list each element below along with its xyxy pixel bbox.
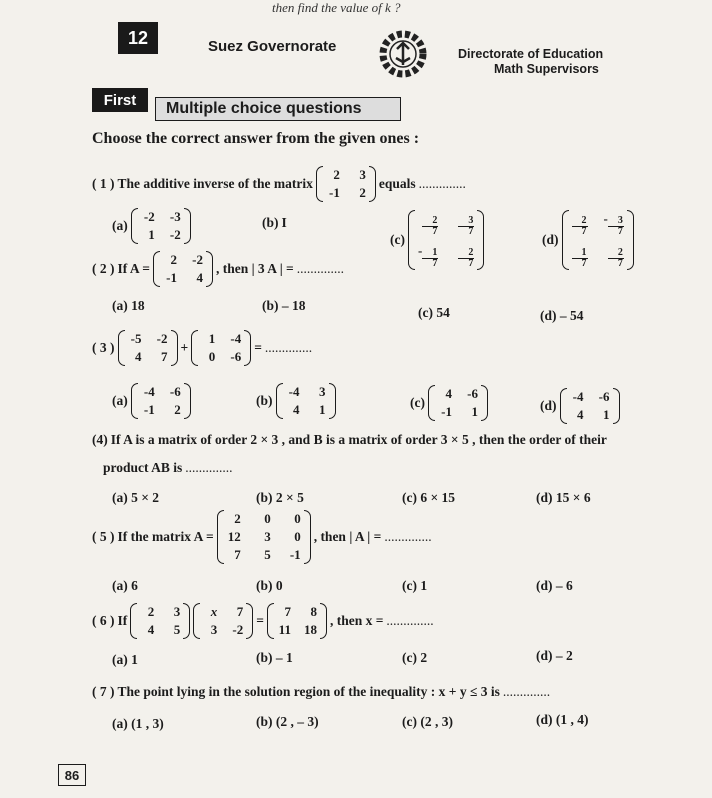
q7-option-b[interactable]: (b) (2 , – 3) xyxy=(256,714,319,729)
q7-stem: ( 7 ) The point lying in the solution region of the inequality : x + y ≤ 3 is .............. xyxy=(92,684,551,699)
section-title: Multiple choice questions xyxy=(155,97,401,121)
q3-option-d[interactable]: (d) -4 -6 4 1 xyxy=(540,388,620,424)
q6-number: ( 6 ) xyxy=(92,613,115,628)
q4-stem: (4) If A is a matrix of order 2 × 3 , and B is a matrix of order 3 × 5 , then the order of their xyxy=(92,432,607,447)
q4-number: (4) xyxy=(92,432,108,447)
q7-option-d[interactable]: (d) (1 , 4) xyxy=(536,712,589,727)
q2-option-d[interactable]: (d) – 54 xyxy=(540,308,584,323)
q2-option-b[interactable]: (b) – 18 xyxy=(262,298,306,313)
q1-option-c[interactable]: (c) $\frac{2}{7}$ $\frac{3}{7}$ - $\frac{1}{7}$ $\frac{2}{7}$ xyxy=(390,210,484,270)
governorate-title: Suez Governorate xyxy=(208,38,337,55)
instruction: Choose the correct answer from the given ones : xyxy=(92,130,420,147)
q1-number: ( 1 ) xyxy=(92,176,115,191)
q1-text: The additive inverse of the matrix xyxy=(117,176,313,191)
q5-option-b[interactable]: (b) 0 xyxy=(256,578,283,593)
q3-number: ( 3 ) xyxy=(92,340,115,355)
q6-option-b[interactable]: (b) – 1 xyxy=(256,650,293,665)
q1-tail: equals xyxy=(378,176,416,191)
q6-option-a[interactable]: (a) 1 xyxy=(112,652,138,667)
q3-stem: ( 3 ) -5 -2 4 7 + 1 -4 0 -6 = .............. xyxy=(92,331,313,364)
q7-option-a[interactable]: (a) (1 , 3) xyxy=(112,716,164,731)
q6-option-d[interactable]: (d) – 2 xyxy=(536,648,573,663)
q4-option-a[interactable]: (a) 5 × 2 xyxy=(112,490,160,505)
q6-option-c[interactable]: (c) 2 xyxy=(402,650,428,665)
q1-stem xyxy=(92,166,466,202)
q1-dots: .............. xyxy=(418,176,466,191)
q3-option-a[interactable]: (a) -4 -6 -1 2 xyxy=(112,383,191,419)
q3-option-c[interactable]: (c) 4 -6 -1 1 xyxy=(410,385,488,421)
q7-option-c[interactable]: (c) (2 , 3) xyxy=(402,714,453,729)
q2-option-a[interactable]: (a) 18 xyxy=(112,298,145,313)
q4-option-c[interactable]: (c) 6 × 15 xyxy=(402,490,456,505)
q2-option-c[interactable]: (c) 54 xyxy=(418,305,450,320)
q2-stem: ( 2 ) If A = 2 -2 -1 4 , then | 3 A | = .............. xyxy=(92,252,344,285)
q6-stem: ( 6 ) If 2 3 4 5 x 7 3 -2 = 7 8 11 18 , then x = .............. xyxy=(92,604,434,637)
q5-option-a[interactable]: (a) 6 xyxy=(112,578,138,593)
q7-number: ( 7 ) xyxy=(92,684,115,699)
q1-option-a[interactable]: (a) -2 -3 1 -2 xyxy=(112,208,191,244)
page-number: 86 xyxy=(58,764,86,786)
q3-option-b[interactable]: (b) -4 3 4 1 xyxy=(256,383,336,419)
section-first-badge: First xyxy=(92,88,148,112)
q5-option-c[interactable]: (c) 1 xyxy=(402,578,428,593)
q2-number: ( 2 ) xyxy=(92,261,115,276)
q1-option-b[interactable]: (b) I xyxy=(262,215,287,230)
q4-option-b[interactable]: (b) 2 × 5 xyxy=(256,490,304,505)
q5-option-d[interactable]: (d) – 6 xyxy=(536,578,573,593)
top-fragment: then find the value of k ? xyxy=(272,0,401,15)
q1-matrix: 2 3 -1 2 xyxy=(316,166,376,202)
q5-number: ( 5 ) xyxy=(92,529,115,544)
directorate-label: Directorate of Education xyxy=(458,47,604,61)
supervisors-label: Math Supervisors xyxy=(494,62,599,76)
q4-option-d[interactable]: (d) 15 × 6 xyxy=(536,490,591,505)
governorate-logo-icon xyxy=(378,28,428,80)
q1-option-d[interactable]: (d) $\frac{2}{7}$ - $\frac{3}{7}$ $\frac{1}{7}$ $\frac{2}{7}$ xyxy=(542,210,634,270)
q4-stem-line2: product AB is .............. xyxy=(103,460,233,475)
q5-stem: ( 5 ) If the matrix A = 2 0 0 12 3 0 7 5 -1 , then | A | = .............. xyxy=(92,511,432,562)
page-badge: 12 xyxy=(118,22,158,54)
